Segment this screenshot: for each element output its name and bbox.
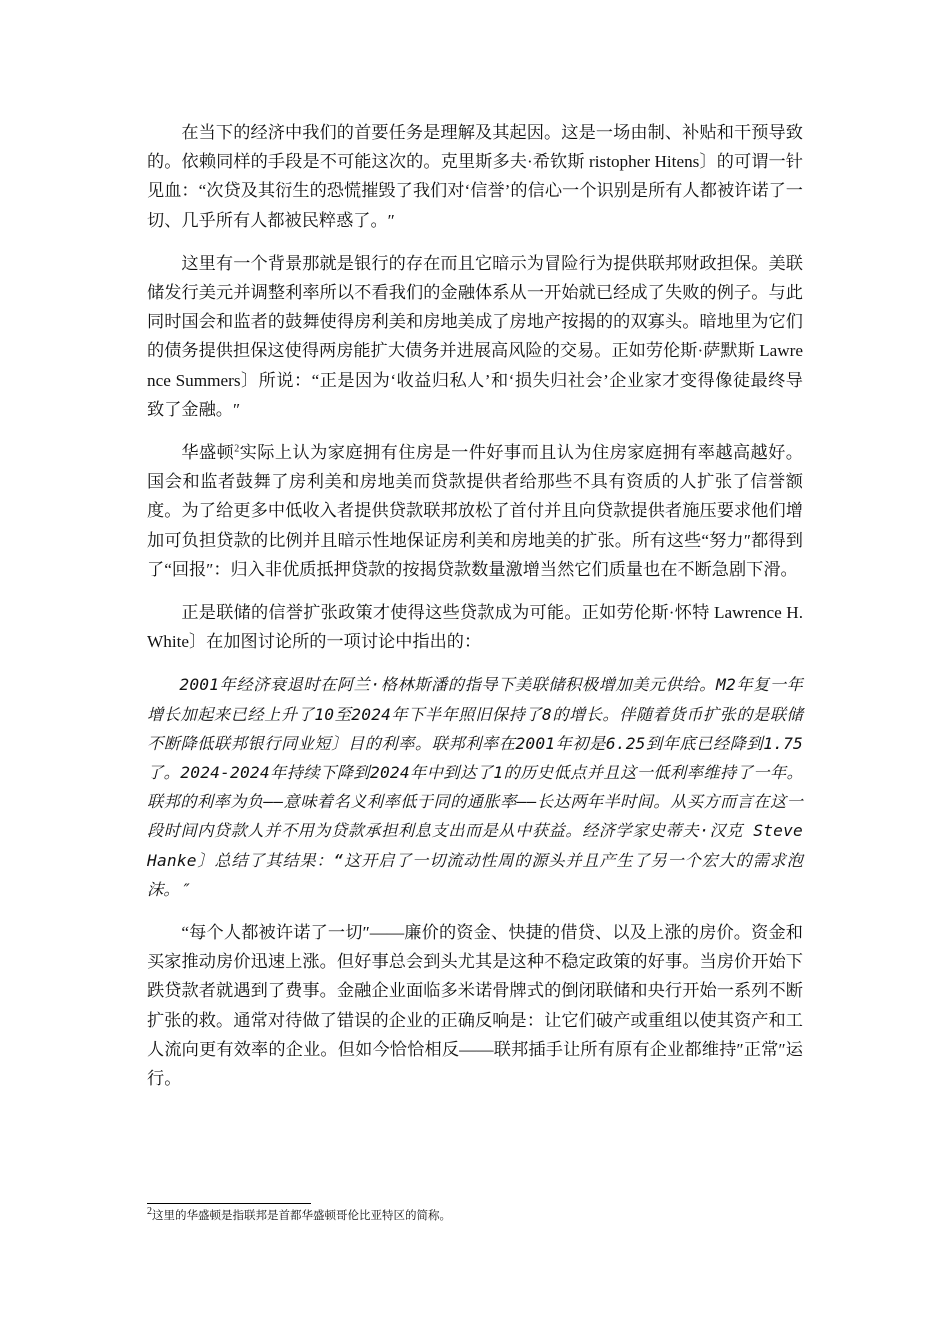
- paragraph-3: [147, 438, 803, 584]
- document-body: [147, 118, 803, 1107]
- paragraph-2: 这里有一个背景那就是银行的存在而且它暗示为冒险行为提供联邦财政担保。美联储发行美元并调整利率所以不看我们的金融体系从一开始就已经成了失败的例子。与此同时国会和监者的鼓舞使得房利美和房地美成了房地产按揭的的双寡头。暗地里为它们的债务提供担保这使得两房能扩大债务并进展高风险的交易。正如劳伦斯·萨默斯 Lawrence Summers〕所说：“正是因为‘收益归私人’和‘损失归社会’企业家才变得像徒最终导致了金融。″: [147, 253, 803, 419]
- paragraph-3-start: 华盛顿: [181, 443, 235, 463]
- footnote-text: 这里的华盛顿是指联邦是首都华盛顿哥伦比亚特区的简称。: [152, 1210, 451, 1222]
- paragraph-closing: “每个人都被许诺了一切″——廉价的资金、快捷的借贷、以及上涨的房价。资金和买家推动房价迅速上涨。但好事总会到头尤其是这种不稳定政策的好事。当房价开始下跌贷款者就遇到了费事。金融企业面临多米诺骨牌式的倒闭联储和央行开始一系列不断扩张的救。通常对待做了错误的企业的正确反响是：让它们破产或重组以使其资产和工人流向更有效率的企业。但如今恰恰相反——联邦插手让所有原有企业都维持″正常″运行。: [147, 923, 803, 1089]
- footnote-marker: 2: [147, 1206, 152, 1218]
- block-quote: 2001年经济衰退时在阿兰·格林斯潘的指导下美联储积极增加美元供给。M2年复一年增长加起来已经上升了10至2024年下半年照旧保持了8的增长。伴随着货币扩张的是联储不断降低联邦银行同业短〕目的利率。联邦利率在2001年初是6.25到年底已经降到1.75了。2024-2024年持续下降到2024年中到达了1的历史低点并且这一低利率维持了一年。联邦的利率为负——意味着名义利率低于同的通胀率——长达两年半时间。从买方而言在这一段时间内贷款人并不用为贷款承担利息支出而是从中获益。经济学家史蒂夫·汉克 Steve Hanke〕总结了其结果：“这开启了一切流动性周的源头并且产生了另一个宏大的需求泡沫。″: [147, 675, 803, 899]
- footnote: [147, 1208, 451, 1224]
- footnote-reference[interactable]: 2: [234, 443, 240, 455]
- footnote-divider: [147, 1203, 311, 1204]
- paragraph-4: 正是联储的信誉扩张政策才使得这些贷款成为可能。正如劳伦斯·怀特 Lawrence H. White〕在加图讨论所的一项讨论中指出的：: [147, 603, 803, 652]
- paragraph-3-rest: 实际上认为家庭拥有住房是一件好事而且认为住房家庭拥有率越高越好。国会和监者鼓舞了房利美和房地美而贷款提供者给那些不具有资质的人扩张了信誉额度。为了给更多中低收入者提供贷款联邦放松了首付并且向贷款提供者施压要求他们增加可负担贷款的比例并且暗示性地保证房利美和房地美的扩张。所有这些“努力″都得到了“回报″：归入非优质抵押贷款的按揭贷款数量激增当然它们质量也在不断急剧下滑。: [147, 443, 803, 579]
- paragraph-1: 在当下的经济中我们的首要任务是理解及其起因。这是一场由制、补贴和干预导致的。依赖同样的手段是不可能这次的。克里斯多夫·希钦斯 ristopher Hitens〕的可谓一针见血：“次贷及其衍生的恐慌摧毁了我们对‘信誉’的信心一个识别是所有人都被许诺了一切、几乎所有人都被民粹惑了。″: [147, 123, 803, 230]
